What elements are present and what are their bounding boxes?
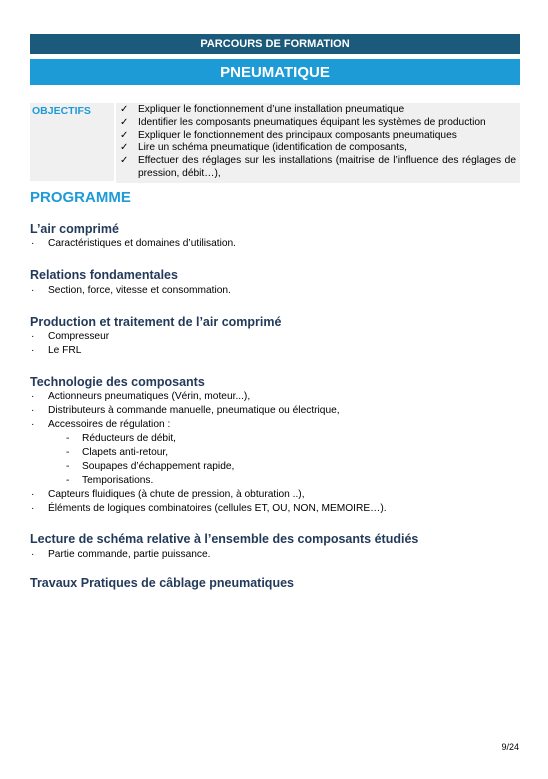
checkmark-icon: ✓ [120, 155, 129, 167]
bullet-icon: · [31, 285, 35, 296]
sub-list-item: - Soupapes d’échappement rapide, [66, 461, 235, 472]
programme-heading: PROGRAMME [30, 189, 131, 206]
objectives-list [116, 103, 520, 183]
course-title: PNEUMATIQUE [30, 59, 520, 85]
objective-item: ✓ Lire un schéma pneumatique (identification de composants, [120, 142, 407, 154]
list-item: · Actionneurs pneumatiques (Vérin, moteur...), [31, 391, 251, 402]
objective-item: ✓ Expliquer le fonctionnement d’une installation pneumatique [120, 104, 405, 115]
list-item: · Accessoires de régulation : [31, 419, 171, 430]
list-item: · Capteurs fluidiques (à chute de pression, à obturation ..), [31, 489, 305, 500]
dash-icon: - [66, 475, 70, 486]
section-title: Travaux Pratiques de câblage pneumatiques [30, 576, 294, 590]
section-title: Technologie des composants [30, 375, 205, 389]
list-item: · Partie commande, partie puissance. [31, 549, 211, 560]
objective-item: ✓ Effectuer des réglages sur les installations (maitrise de l’influence des réglages de pression, débit…), [120, 155, 516, 179]
section-list [30, 284, 231, 298]
section-title: Relations fondamentales [30, 268, 178, 282]
section-title: Lecture de schéma relative à l’ensemble des composants étudiés [30, 532, 419, 546]
list-item: · Compresseur [31, 331, 110, 342]
dash-icon: - [66, 461, 70, 472]
objective-item: ✓ Identifier les composants pneumatiques équipant les systèmes de production [120, 116, 486, 128]
objectives-label: OBJECTIFS [30, 103, 114, 181]
list-item: · Distributeurs à commande manuelle, pneumatique ou électrique, [31, 405, 340, 416]
checkmark-icon: ✓ [120, 104, 129, 115]
dash-icon: - [66, 447, 70, 458]
section-title: L’air comprimé [30, 222, 119, 236]
section-list [30, 390, 387, 516]
checkmark-icon: ✓ [120, 142, 129, 154]
bullet-icon: · [31, 405, 35, 416]
sub-list-item: - Temporisations. [66, 475, 154, 486]
sub-list-item: - Clapets anti-retour, [66, 447, 169, 458]
section-list [30, 330, 109, 358]
list-item: · Le FRL [31, 345, 82, 356]
checkmark-icon: ✓ [120, 129, 129, 141]
checkmark-icon: ✓ [120, 116, 129, 128]
section-list [30, 237, 236, 251]
training-path-banner: PARCOURS DE FORMATION [30, 34, 520, 54]
page-number: 9/24 [501, 742, 519, 752]
bullet-icon: · [31, 503, 35, 514]
section-list [30, 548, 211, 562]
sub-list-item: - Réducteurs de débit, [66, 433, 177, 444]
section-title: Production et traitement de l’air comprimé [30, 315, 282, 329]
bullet-icon: · [31, 238, 35, 249]
bullet-icon: · [31, 345, 35, 356]
objective-item: ✓ Expliquer le fonctionnement des principaux composants pneumatiques [120, 129, 457, 141]
bullet-icon: · [31, 549, 35, 560]
dash-icon: - [66, 433, 70, 444]
bullet-icon: · [31, 419, 35, 430]
bullet-icon: · [31, 489, 35, 500]
bullet-icon: · [31, 391, 35, 402]
bullet-icon: · [31, 331, 35, 342]
list-item: · Section, force, vitesse et consommation. [31, 285, 231, 296]
list-item: · Éléments de logiques combinatoires (cellules ET, OU, NON, MEMOIRE…). [31, 503, 387, 514]
list-item: · Caractéristiques et domaines d’utilisation. [31, 238, 236, 249]
